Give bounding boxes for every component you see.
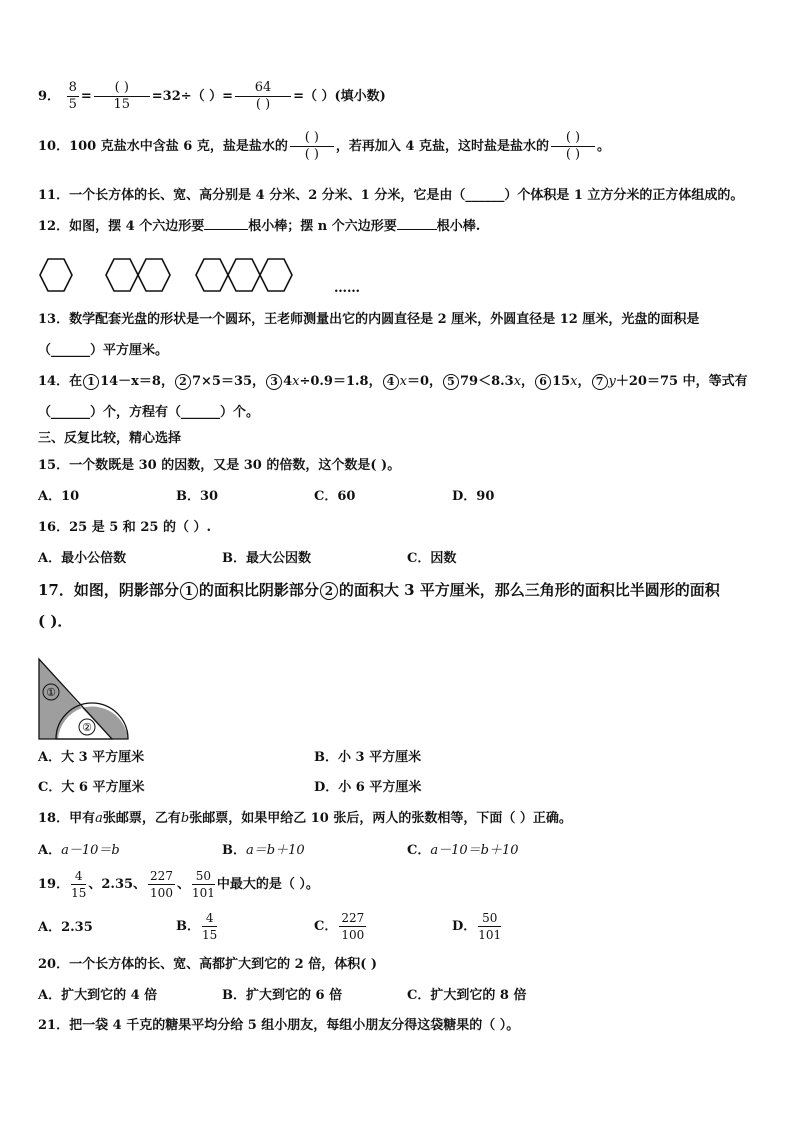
option-a[interactable]: A．2.35 (38, 920, 93, 935)
numerator: 50 (478, 910, 501, 927)
figure-label: ① (46, 686, 56, 699)
option-b[interactable]: B．最大公因数 (222, 551, 311, 566)
question-19: 19． $\frac{4}{15}$ 、2.35、 $\frac{227}{100}$ 、 $\frac{50}{101}$ 中最大的是（ ）。 (38, 869, 319, 900)
numerator: 4 (202, 910, 217, 927)
option-a[interactable]: A．10 (38, 489, 80, 504)
option-d[interactable]: D． $\frac{50}{101}$ (452, 911, 502, 942)
answer-blank (204, 229, 248, 230)
fraction (290, 130, 334, 163)
numerator: 50 (192, 868, 215, 885)
question-9: 9． $\frac{8}{5}$ = $\frac{( )}{15}$ =32÷（ ）= $\frac{64}{( )}$ =（ ）(填小数) (38, 80, 386, 112)
denominator: 15 (71, 886, 87, 900)
question-20: 20．一个长方体的长、宽、高都扩大到它的 2 倍，体积( ) (38, 957, 378, 972)
numerator: ( ) (94, 80, 150, 97)
circle-number: 2 (320, 582, 338, 600)
option-d[interactable]: D．90 (452, 489, 495, 504)
question-13: 13．数学配套光盘的形状是一个圆环，王老师测量出它的内圆直径是 2 厘米，外圆直径是 12 厘米，光盘的面积是 (38, 312, 700, 327)
option-a[interactable]: A．最小公倍数 (38, 551, 127, 566)
hexagon-figure (36, 254, 296, 296)
question-14-line2: （______）个，方程有（______）个。 (38, 405, 260, 420)
circle-number: 6 (535, 374, 551, 390)
fraction (235, 80, 291, 113)
circle-number: 1 (180, 582, 198, 600)
fraction (67, 80, 79, 113)
circle-number: 3 (266, 374, 282, 390)
option-d[interactable]: D．小 6 平方厘米 (314, 780, 422, 795)
question-14: 14．在 1 14－x＝8， 2 7×5＝35， 3 4x÷0.9＝1.8， 4 x＝0， 5 79＜8.3x， 6 15x， 7 y＋20＝75 中，等式有 (38, 374, 748, 389)
denominator: 101 (191, 886, 215, 900)
question-16: 16．25 是 5 和 25 的（ ）. (38, 520, 211, 535)
option-a[interactable]: A．扩大到它的 4 倍 (38, 988, 158, 1003)
question-17: 17．如图，阴影部分 1 的面积比阴影部分 2 的面积大 3 平方厘米，那么三角形的面积比半圆形的面积 (38, 581, 720, 599)
fraction (551, 130, 595, 163)
option-b[interactable]: B．扩大到它的 6 倍 (222, 988, 343, 1003)
denominator: 5 (68, 97, 77, 112)
option-c[interactable]: C．扩大到它的 8 倍 (407, 988, 527, 1003)
fraction (71, 868, 86, 901)
option-c[interactable]: C．大 6 平方厘米 (38, 780, 145, 795)
question-12: 12．如图，摆 4 个六边形要 根小棒；摆 n 个六边形要 根小棒. (38, 219, 481, 234)
triangle-semicircle-figure (36, 656, 136, 742)
numerator: 227 (150, 869, 173, 883)
fraction (202, 910, 217, 943)
question-18: 18．甲有a张邮票，乙有b张邮票，如果甲给乙 10 张后，两人的张数相等，下面（ ）正确。 (38, 811, 572, 826)
question-13-line2: （______）平方厘米。 (38, 343, 169, 358)
option-b[interactable]: B．a＝b＋10 (222, 843, 305, 858)
numerator: 227 (341, 911, 365, 925)
option-a[interactable]: A．a－10＝b (38, 843, 120, 858)
circle-number: 1 (83, 374, 99, 390)
circle-number: 2 (175, 374, 191, 390)
option-b[interactable]: B． $\frac{4}{15}$ (176, 911, 218, 942)
denominator: ( ) (565, 147, 581, 162)
question-21: 21．把一袋 4 千克的糖果平均分给 5 组小朋友，每组小朋友分得这袋糖果的（ ）。 (38, 1018, 520, 1033)
question-17-line2: ( )． (38, 612, 73, 630)
option-c[interactable]: C．a－10＝b＋10 (407, 843, 519, 858)
denominator: 100 (150, 886, 173, 900)
figure-label: ② (82, 721, 92, 734)
option-b[interactable]: B．小 3 平方厘米 (314, 750, 422, 765)
denominator: 100 (341, 928, 365, 942)
option-c[interactable]: C．60 (314, 489, 356, 504)
circle-number: 4 (383, 374, 399, 390)
fraction (192, 868, 215, 901)
circle-number: 5 (443, 374, 459, 390)
answer-blank (397, 229, 437, 230)
fraction (339, 910, 366, 943)
denominator: ( ) (304, 147, 319, 162)
fraction (148, 868, 175, 901)
denominator: ( ) (255, 97, 271, 112)
question-11: 11．一个长方体的长、宽、高分别是 4 分米、2 分米、1 分米，它是由（______）个体积是 1 立方分米的正方体组成的。 (38, 188, 744, 203)
numerator: 64 (235, 80, 291, 97)
denominator: 15 (113, 97, 131, 112)
option-c[interactable]: C．因数 (407, 551, 457, 566)
circle-number: 7 (592, 374, 608, 390)
numerator: 8 (68, 80, 77, 95)
fraction (478, 910, 501, 943)
denominator: 101 (478, 928, 502, 942)
numerator: 4 (71, 868, 86, 885)
numerator: ( ) (290, 130, 334, 147)
fraction (94, 80, 150, 113)
question-15: 15．一个数既是 30 的因数，又是 30 的倍数，这个数是( )。 (38, 458, 401, 473)
numerator: ( ) (551, 130, 595, 147)
question-10: 10．100 克盐水中含盐 6 克，盐是盐水的 $\frac{( )}{( )}$ ，若再加入 4 克盐，这时盐是盐水的 $\frac{( )}{( )}$ 。 (38, 130, 610, 162)
option-b[interactable]: B．30 (176, 489, 219, 504)
option-a[interactable]: A．大 3 平方厘米 (38, 750, 145, 765)
ellipsis: …… (334, 281, 360, 296)
option-c[interactable]: C． $\frac{227}{100}$ (314, 911, 365, 942)
denominator: 15 (202, 928, 218, 942)
section-title: 三、反复比较，精心选择 (38, 431, 182, 446)
